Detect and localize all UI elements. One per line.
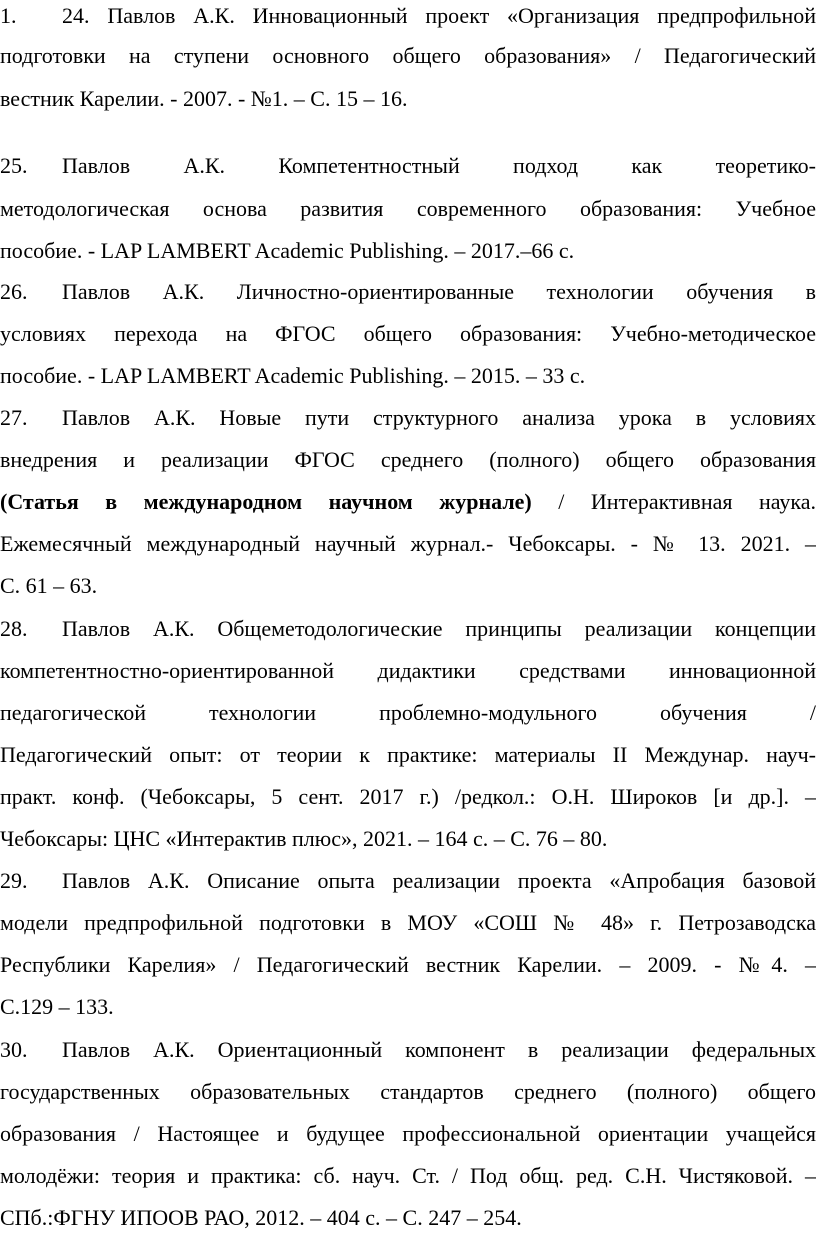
reference-line: условиях перехода на ФГОС общего образования: Учебно-методическое: [0, 321, 816, 346]
list-number: 1.: [0, 3, 17, 28]
reference-line: образования / Настоящее и будущее профессиональной ориентации учащейся: [0, 1121, 816, 1146]
reference-line: [0, 482, 816, 522]
reference-line: пособие. - LAP LAMBERT Academic Publishing. – 2017.–66 с.: [0, 238, 575, 263]
reference-line: модели предпрофильной подготовки в МОУ «СОШ № 48» г. Петрозаводска: [0, 910, 816, 935]
list-number: 27.: [0, 405, 28, 430]
reference-line: СПб.:ФГНУ ИПООВ РАО, 2012. – 404 с. – С. 247 – 254.: [0, 1205, 522, 1230]
reference-line: [0, 1030, 816, 1070]
reference-text: / Интерактивная наука.: [531, 489, 816, 514]
reference-line: [0, 398, 816, 438]
reference-line: молодёжи: теория и практика: сб. науч. Ст. / Под общ. ред. С.Н. Чистяковой. –: [0, 1163, 816, 1188]
bold-note: (Статья в международном научном журнале): [0, 489, 532, 514]
list-number: 29.: [0, 868, 28, 893]
reference-line: Ежемесячный международный научный журнал.- Чебоксары. - № 13. 2021. –: [0, 531, 816, 556]
reference-line: практ. конф. (Чебоксары, 5 сент. 2017 г.) /редкол.: О.Н. Широков [и др.]. –: [0, 784, 816, 809]
reference-line: вестник Карелии. - 2007. - №1. – С. 15 – 16.: [0, 86, 408, 111]
list-number: 28.: [0, 616, 28, 641]
reference-text: 24. Павлов А.К. Инновационный проект «Организация предпрофильной: [62, 3, 816, 28]
list-number: 30.: [0, 1037, 28, 1062]
reference-text: Павлов А.К. Описание опыта реализации проекта «Апробация базовой: [62, 868, 816, 893]
reference-line: [0, 146, 816, 186]
reference-line: подготовки на ступени основного общего образования» / Педагогический: [0, 43, 816, 68]
reference-text: Павлов А.К. Компетентностный подход как теоретико-: [62, 153, 816, 178]
reference-line: [0, 272, 816, 312]
reference-line: Республики Карелия» / Педагогический вестник Карелии. – 2009. - №4. –: [0, 952, 816, 977]
reference-line: [0, 609, 816, 649]
reference-line: [0, 861, 816, 901]
reference-text: Павлов А.К. Личностно-ориентированные технологии обучения в: [62, 279, 816, 304]
reference-line: С.129 – 133.: [0, 994, 114, 1019]
reference-line: педагогической технологии проблемно-модульного обучения /: [0, 700, 816, 725]
reference-line: внедрения и реализации ФГОС среднего (полного) общего образования: [0, 447, 816, 472]
reference-text: Павлов А.К. Ориентационный компонент в реализации федеральных: [62, 1037, 816, 1062]
reference-line: государственных образовательных стандартов среднего (полного) общего: [0, 1079, 816, 1104]
reference-line: Педагогический опыт: от теории к практике: материалы II Междунар. науч-: [0, 742, 816, 767]
reference-line: пособие. - LAP LAMBERT Academic Publishing. – 2015. – 33 с.: [0, 363, 586, 388]
reference-line: компетентностно-ориентированной дидактики средствами инновационной: [0, 658, 816, 683]
reference-line: методологическая основа развития современного образования: Учебное: [0, 196, 816, 221]
reference-line: С. 61 – 63.: [0, 573, 98, 598]
reference-line: [0, 0, 816, 36]
list-number: 26.: [0, 279, 28, 304]
list-number: 25.: [0, 153, 28, 178]
reference-line: Чебоксары: ЦНС «Интерактив плюс», 2021. – 164 с. – С. 76 – 80.: [0, 826, 608, 851]
reference-text: Павлов А.К. Общеметодологические принципы реализации концепции: [62, 616, 816, 641]
reference-text: Павлов А.К. Новые пути структурного анализа урока в условиях: [62, 405, 816, 430]
